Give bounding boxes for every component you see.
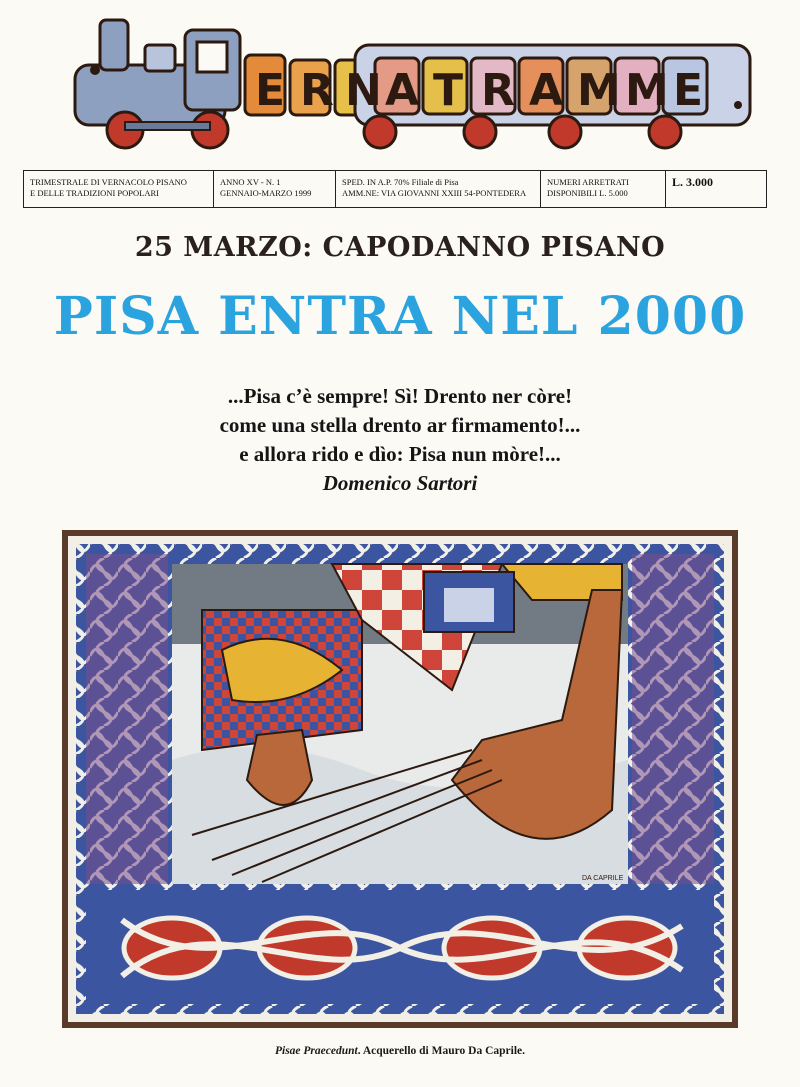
info-text: ANNO XV - N. 1 [220, 177, 281, 187]
poem-line: e allora rido e dìo: Pisa nun mòre!... [239, 442, 561, 466]
masthead-letter: T [433, 65, 464, 116]
info-cell-periodicity [24, 171, 214, 207]
info-text: TRIMESTRALE DI VERNACOLO PISANO [30, 177, 187, 187]
masthead-letter: E [673, 65, 704, 116]
masthead-letter: R [481, 65, 515, 116]
artist-signature: DA CAPRILE [582, 875, 624, 882]
viking-ships-painting [62, 530, 738, 1028]
main-headline: PISA ENTRA NEL 2000 [53, 286, 747, 347]
info-cell-postage [336, 171, 541, 207]
info-text: DISPONIBILI L. 5.000 [547, 188, 628, 198]
train-logo-illustration [55, 10, 755, 160]
masthead-letter: A [529, 65, 564, 116]
info-text: E DELLE TRADIZIONI POPOLARI [30, 188, 159, 198]
info-text: NUMERI ARRETRATI [547, 177, 629, 187]
masthead-letter: E [255, 65, 286, 116]
masthead-letter: N [345, 65, 382, 116]
poem-line: come una stella drento ar firmamento!... [219, 413, 581, 437]
masthead-letter: R [300, 65, 334, 116]
publication-info-bar [23, 170, 767, 208]
caption-text: . Acquerello di Mauro Da Caprile. [357, 1045, 525, 1057]
masthead-logo [55, 10, 755, 160]
caption-title: Pisae Praecedunt [274, 1045, 358, 1057]
poem-author: Domenico Sartori [322, 471, 478, 495]
info-text: AMM.NE: VIA GIOVANNI XXIII 54-PONTEDERA [342, 188, 527, 198]
info-cell-back-issues [541, 171, 666, 207]
info-cell-price [666, 171, 766, 207]
illustration-caption [0, 1045, 800, 1057]
info-text: GENNAIO-MARZO 1999 [220, 188, 312, 198]
poem-quote [0, 382, 800, 498]
masthead-letter: A [385, 65, 420, 116]
info-text: SPED. IN A.P. 70% Filiale di Pisa [342, 177, 459, 187]
poem-line: ...Pisa c’è sempre! Sì! Drento ner còre! [227, 384, 573, 408]
masthead-letter: M [625, 65, 669, 116]
left-knot-panel [86, 554, 168, 884]
right-knot-panel [632, 554, 714, 884]
kicker-headline: 25 MARZO: CAPODANNO PISANO [134, 232, 666, 263]
info-cell-issue [214, 171, 336, 207]
watercolor-illustration [62, 530, 738, 1028]
locomotive [75, 20, 240, 148]
price-label: L. 3.000 [672, 175, 714, 189]
masthead-letter: M [577, 65, 621, 116]
